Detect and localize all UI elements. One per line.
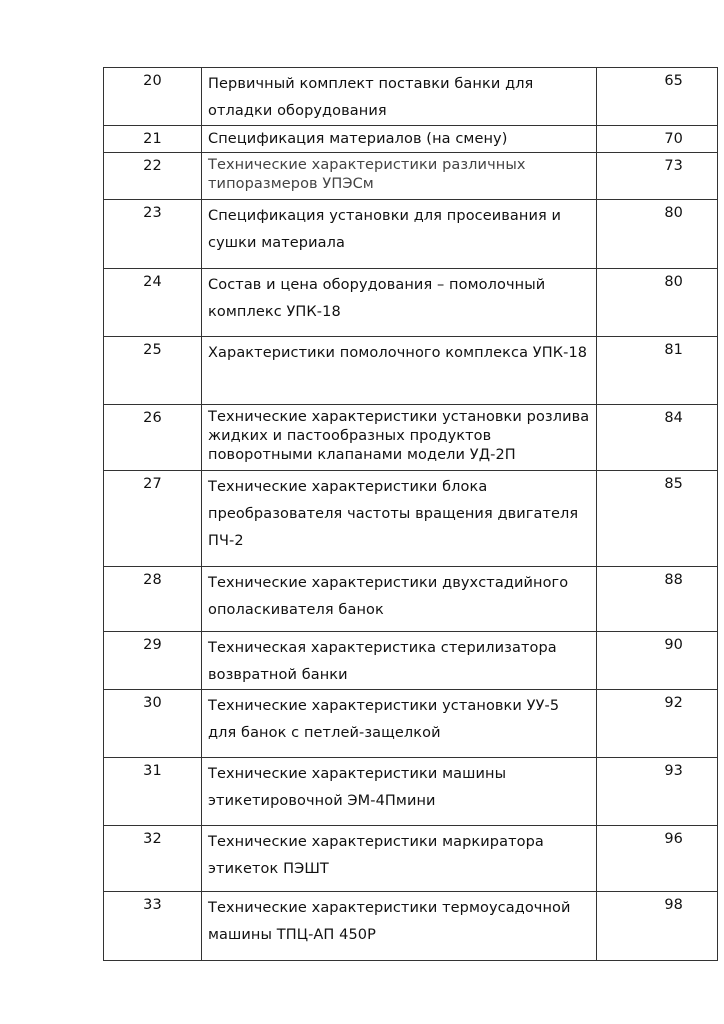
row-number: 33 [104, 892, 202, 961]
row-number: 31 [104, 758, 202, 826]
row-title: Технические характеристики термоусадочной машины ТПЦ-АП 450Р [202, 892, 597, 961]
row-title: Технические характеристики установки розлива жидких и пастообразных продуктов поворотными клапанами модели УД-2П [202, 405, 597, 471]
row-page: 70 [597, 126, 718, 153]
table-row [104, 892, 718, 961]
row-title: Спецификация установки для просеивания и сушки материала [202, 200, 597, 269]
row-title: Технические характеристики маркиратора этикеток ПЭШТ [202, 826, 597, 892]
row-title: Технические характеристики различных типоразмеров УПЭСм [202, 153, 597, 200]
row-page: 80 [597, 200, 718, 269]
row-title: Спецификация материалов (на смену) [202, 126, 597, 153]
table-row [104, 269, 718, 337]
row-number: 28 [104, 567, 202, 632]
row-page: 88 [597, 567, 718, 632]
row-number: 30 [104, 690, 202, 758]
row-number: 27 [104, 471, 202, 567]
table-row [104, 567, 718, 632]
row-page: 93 [597, 758, 718, 826]
row-number: 25 [104, 337, 202, 405]
row-number: 29 [104, 632, 202, 690]
row-page: 98 [597, 892, 718, 961]
table-row [104, 405, 718, 471]
table-row [104, 758, 718, 826]
row-title: Характеристики помолочного комплекса УПК-18 [202, 337, 597, 405]
table-row [104, 200, 718, 269]
row-title: Технические характеристики блока преобразователя частоты вращения двигателя ПЧ-2 [202, 471, 597, 567]
table-row [104, 471, 718, 567]
row-title: Технические характеристики машины этикетировочной ЭМ-4Пмини [202, 758, 597, 826]
row-title: Технические характеристики установки УУ-5 для банок с петлей-защелкой [202, 690, 597, 758]
row-page: 73 [597, 153, 718, 200]
row-number: 22 [104, 153, 202, 200]
table-row [104, 826, 718, 892]
row-title: Состав и цена оборудования – помолочный комплекс УПК-18 [202, 269, 597, 337]
table-row [104, 690, 718, 758]
table-row [104, 632, 718, 690]
row-page: 85 [597, 471, 718, 567]
row-number: 32 [104, 826, 202, 892]
row-title: Первичный комплект поставки банки для отладки оборудования [202, 68, 597, 126]
table-row [104, 68, 718, 126]
table-row [104, 126, 718, 153]
row-number: 20 [104, 68, 202, 126]
table-row [104, 153, 718, 200]
row-title: Техническая характеристика стерилизатора возвратной банки [202, 632, 597, 690]
row-page: 81 [597, 337, 718, 405]
row-page: 84 [597, 405, 718, 471]
row-page: 96 [597, 826, 718, 892]
row-page: 80 [597, 269, 718, 337]
row-page: 90 [597, 632, 718, 690]
row-number: 21 [104, 126, 202, 153]
row-title: Технические характеристики двухстадийного ополаскивателя банок [202, 567, 597, 632]
table-of-contents [103, 67, 718, 961]
row-number: 23 [104, 200, 202, 269]
table-row [104, 337, 718, 405]
row-page: 65 [597, 68, 718, 126]
row-number: 24 [104, 269, 202, 337]
row-page: 92 [597, 690, 718, 758]
row-number: 26 [104, 405, 202, 471]
